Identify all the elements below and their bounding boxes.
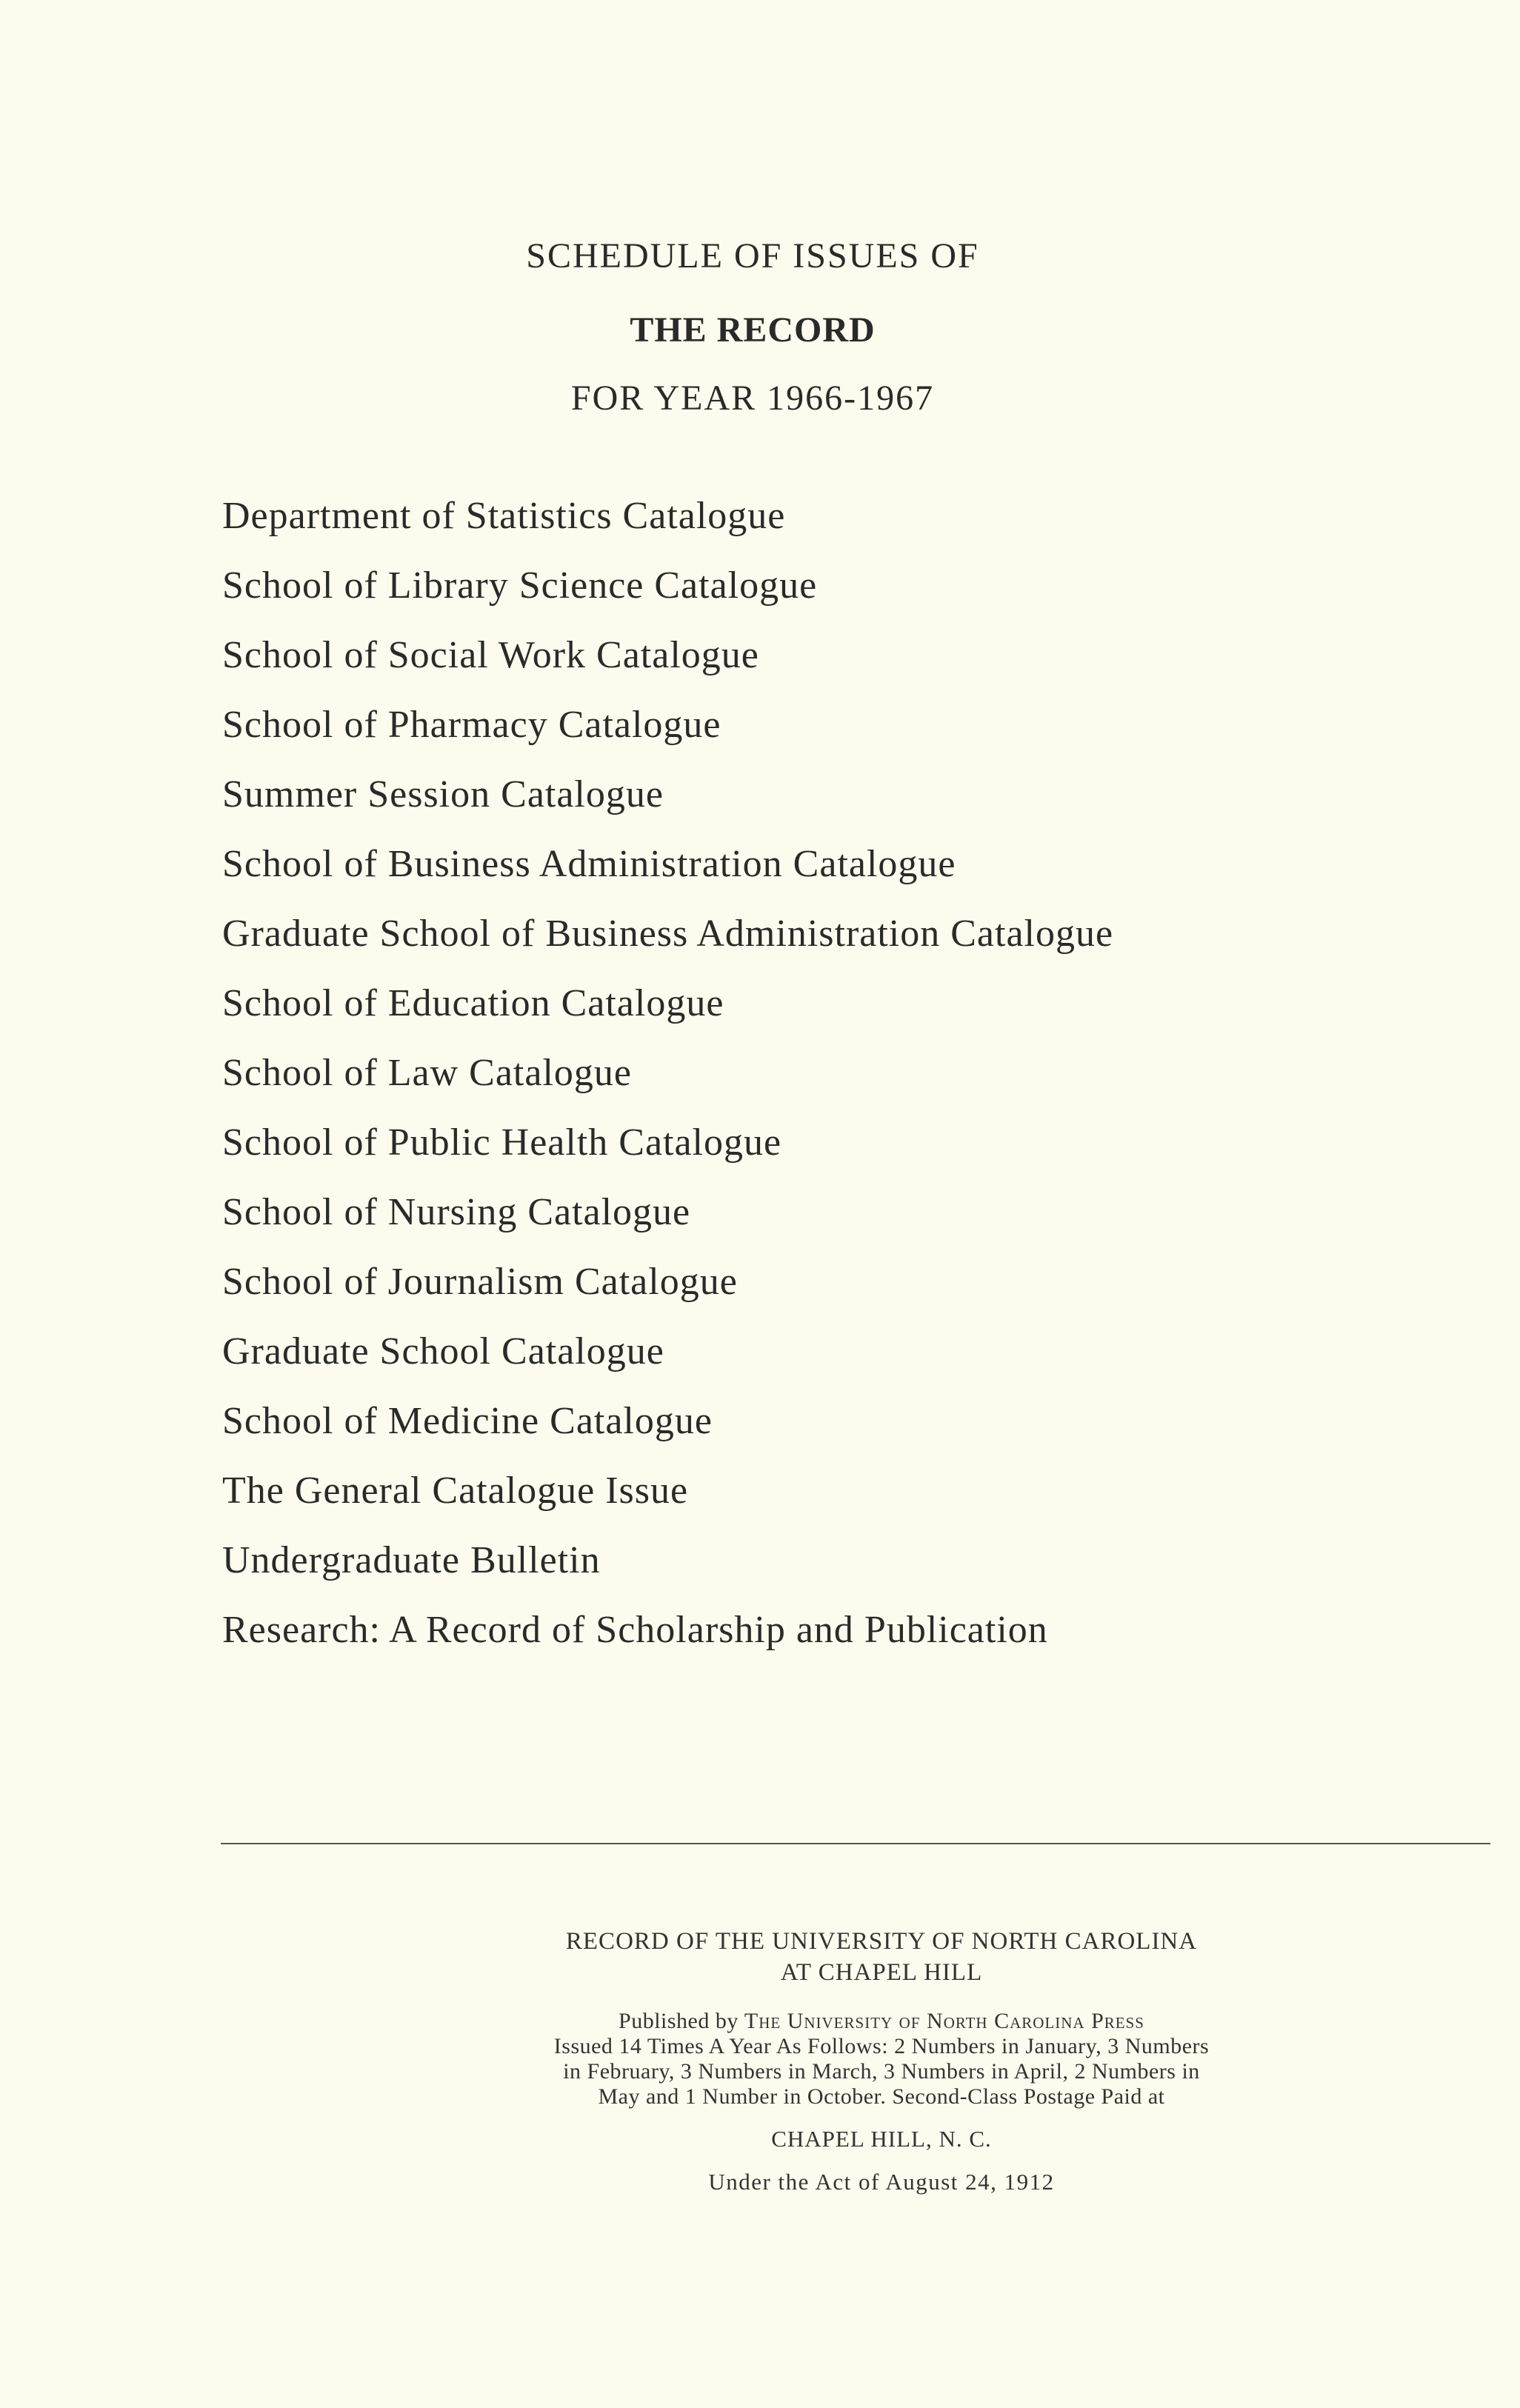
horizontal-divider: [221, 1843, 1490, 1844]
publication-notice: [370, 2009, 1393, 2109]
list-item: School of Journalism Catalogue: [222, 1261, 738, 1303]
list-item: Graduate School Catalogue: [222, 1330, 664, 1373]
issue-schedule-line-2: in February, 3 Numbers in March, 3 Numbers in April, 2 Numbers in: [563, 2059, 1200, 2084]
footer-title-line-2: AT CHAPEL HILL: [780, 1959, 983, 1986]
list-item: School of Nursing Catalogue: [222, 1191, 691, 1233]
list-item: School of Medicine Catalogue: [222, 1400, 713, 1442]
list-item: Summer Session Catalogue: [222, 773, 664, 816]
footer-title-line-1: RECORD OF THE UNIVERSITY OF NORTH CAROLINA: [565, 1928, 1198, 1955]
published-by-line: [370, 2009, 1393, 2034]
city-line: CHAPEL HILL, N. C.: [771, 2126, 992, 2152]
list-item: The General Catalogue Issue: [222, 1470, 689, 1512]
list-item: Department of Statistics Catalogue: [222, 495, 786, 537]
list-item: School of Law Catalogue: [222, 1052, 632, 1094]
issue-schedule-line-3: May and 1 Number in October. Second-Class Postage Paid at: [598, 2084, 1165, 2109]
list-item: School of Business Administration Catalogue: [222, 843, 956, 885]
list-item: School of Education Catalogue: [222, 982, 724, 1024]
record-heading: THE RECORD: [630, 310, 876, 350]
list-item: School of Library Science Catalogue: [222, 564, 818, 607]
list-item: Undergraduate Bulletin: [222, 1539, 601, 1581]
issue-schedule-line-1: Issued 14 Times A Year As Follows: 2 Numbers in January, 3 Numbers: [553, 2034, 1210, 2058]
list-item: School of Social Work Catalogue: [222, 634, 759, 676]
published-by-label: Published by: [619, 2009, 739, 2033]
press-name: The University of North Carolina Press: [744, 2009, 1144, 2033]
list-item: School of Pharmacy Catalogue: [222, 704, 721, 746]
list-item: Research: A Record of Scholarship and Publication: [222, 1609, 1048, 1651]
list-item: School of Public Health Catalogue: [222, 1121, 782, 1164]
year-heading: FOR YEAR 1966-1967: [570, 378, 935, 418]
schedule-heading: SCHEDULE OF ISSUES OF: [526, 236, 979, 276]
list-item: Graduate School of Business Administration Catalogue: [222, 913, 1114, 955]
catalogue-list: [222, 489, 1113, 1672]
publication-footer: [370, 1926, 1393, 2195]
act-line: Under the Act of August 24, 1912: [708, 2169, 1055, 2195]
